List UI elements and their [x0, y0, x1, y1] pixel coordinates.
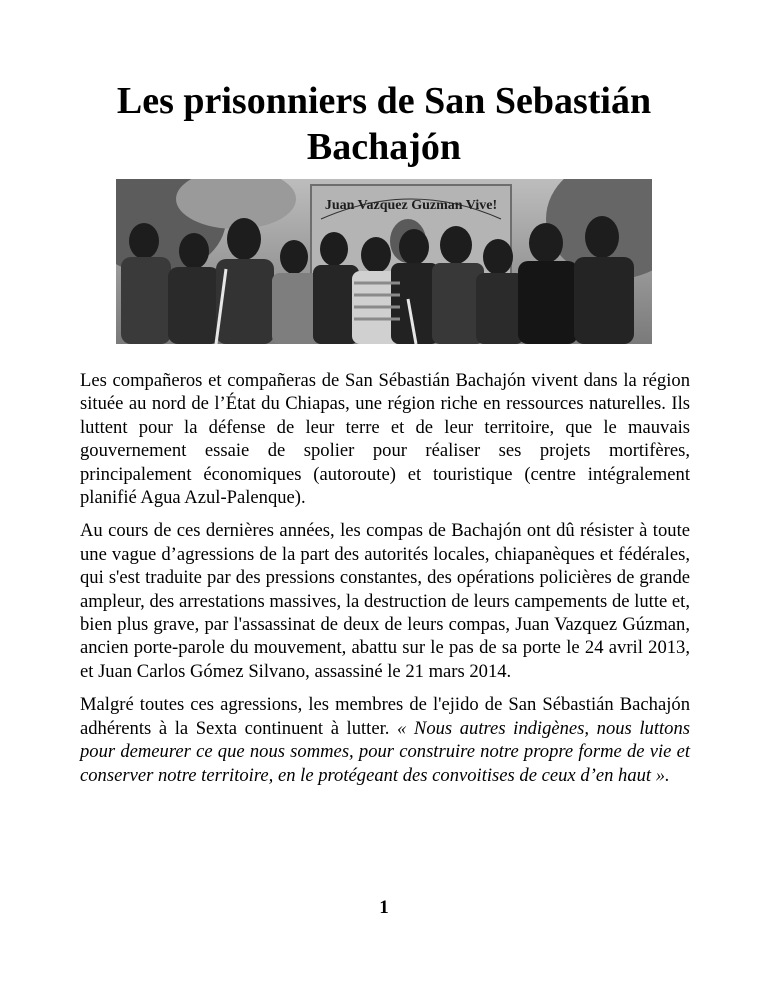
page-title: Les prisonniers de San Sebastián Bachajón [116, 80, 652, 168]
paragraph-2: Au cours de ces dernières années, les compas de Bachajón ont dû résister à toute une vague d’agressions de la part des autorités locales, chiapanèques et fédérales, qui s'est traduite par des pressions constantes, des opérations policières de grande ampleur, des arrestations massives, la destruction de leurs campements de lutte et, bien plus grave, par l'assassinat de deux de leurs compas, Juan Vazquez Gúzman, ancien porte-parole du mouvement, abattu sur le pas de sa porte le 24 avril 2013, et Juan Carlos Gómez Silvano, assassiné le 21 mars 2014. [80, 520, 690, 682]
banner-text: Juan Vazquez Guzman Vive! [324, 198, 498, 213]
paragraph-3-quote: « Nous autres indigènes, nous luttons pour demeurer ce que nous sommes, pour construire notre propre forme de vie et conserver notre territoire, en le protégeant des convoitises de ceux d’en haut ». [80, 717, 691, 786]
paragraph-1: Les compañeros et compañeras de San Sébastián Bachajón vivent dans la région située au nord de l’État du Chiapas, une région riche en ressources naturelles. Ils luttent pour la défense de leur terre et de leur territoire, que le mauvais gouvernement essaie de spolier pour réaliser ses projets mortifères, principalement économiques (autoroute) et touristique (centre intégralement planifié Agua Azul-Palenque). [80, 370, 690, 509]
photo-illustration [116, 179, 652, 344]
paragraph-3-text: Malgré toutes ces agressions, les membres de l'ejido de San Sébastián Bachajón adhérents à la Sexta continuent à lutter. [80, 694, 690, 739]
group-photo [116, 179, 652, 344]
page-number: 1 [379, 897, 389, 918]
article-body [80, 369, 690, 797]
paragraph-3 [80, 693, 690, 787]
